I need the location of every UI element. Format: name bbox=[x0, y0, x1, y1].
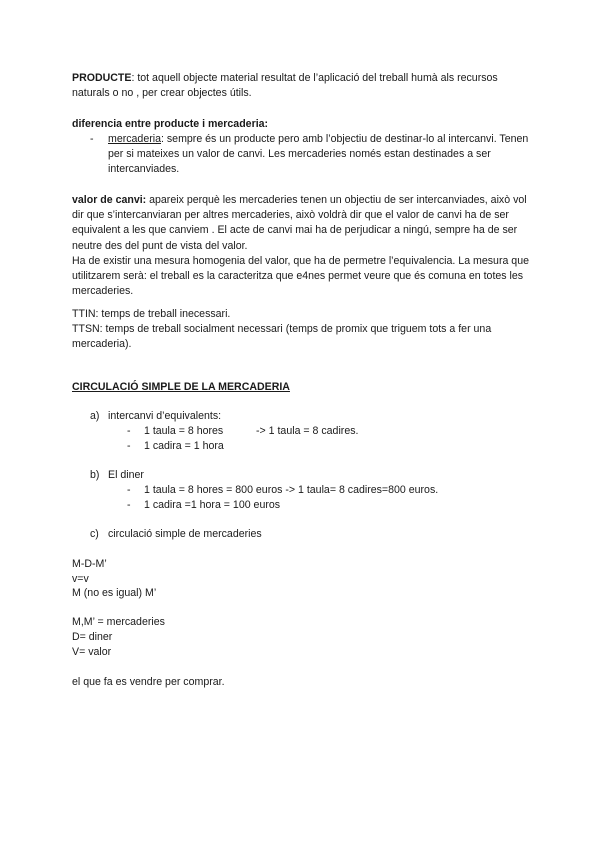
sub-dash: - bbox=[127, 484, 131, 496]
item-a-label: intercanvi d’equivalents: bbox=[108, 410, 222, 422]
item-c-marker: c) bbox=[90, 528, 99, 540]
formula-line: M-D-M’ bbox=[72, 558, 107, 570]
bullet-marker: - bbox=[90, 133, 94, 145]
closing-line: el que fa es vendre per comprar. bbox=[72, 676, 225, 688]
sub-line-extra: -> 1 taula = 8 cadires. bbox=[256, 425, 359, 437]
item-b-marker: b) bbox=[90, 469, 100, 481]
mercaderia-definition bbox=[108, 132, 532, 178]
sub-line-text: 1 cadira =1 hora = 100 euros bbox=[144, 499, 281, 511]
sub-dash: - bbox=[127, 499, 131, 511]
item-c-label: circulació simple de mercaderies bbox=[108, 528, 262, 540]
sub-line-text: 1 taula = 8 hores = 800 euros -> 1 taula= 8 cadires=800 euros. bbox=[144, 484, 439, 496]
producte-term: PRODUCTE bbox=[72, 72, 132, 84]
mercaderia-term: mercaderia bbox=[108, 133, 161, 145]
sub-dash: - bbox=[127, 425, 131, 437]
sub-line-text: 1 cadira = 1 hora bbox=[144, 440, 224, 452]
valor-de-canvi-term: valor de canvi: bbox=[72, 194, 147, 206]
valor-de-canvi-text: apareix perquè les mercaderies tenen un objectiu de ser intercanviades, això vol dir que s’intercanviaran per altres mercaderies, això voldrà dir que el valor de canvi ha de ser equivalent a les que canviem . El acte de canvi mai ha de perjudicar a ningú, sempre ha de ser neutre des del punt de vista del valor. bbox=[72, 194, 527, 252]
sub-dash: - bbox=[127, 440, 131, 452]
item-a-marker: a) bbox=[90, 410, 100, 422]
valor-mesura-paragraph: Ha de existir una mesura homogenia del valor, que ha de permetre l’equivalencia. La mesura que utilitzarem serà: el treball es la caracteritza que e4nes permet veure que és comuna en totes les mercaderies. bbox=[72, 255, 529, 298]
sub-line-text: 1 taula = 8 hores bbox=[144, 425, 224, 437]
legend-line: D= diner bbox=[72, 631, 113, 643]
diferencia-heading: diferencia entre producte i mercaderia: bbox=[72, 118, 269, 130]
mercaderia-text: : sempre és un producte pero amb l’objectiu de destinar-lo al intercanvi. Tenen per si mateixes un valor de canvi. Les mercaderies només estan destinades a ser intercanviades. bbox=[108, 133, 529, 176]
formula-line: M (no es igual) M’ bbox=[72, 587, 157, 599]
ttin-definition: TTIN: temps de treball inecessari. bbox=[72, 308, 231, 320]
producte-text: : tot aquell objecte material resultat de l’aplicació del treball humà als recursos naturals o no , per crear objectes útils. bbox=[72, 72, 498, 100]
circulacio-heading: CIRCULACIÓ SIMPLE DE LA MERCADERIA bbox=[72, 381, 290, 393]
item-b-label: El diner bbox=[108, 469, 144, 481]
formula-line: v=v bbox=[72, 573, 89, 585]
legend-line: M,M’ = mercaderies bbox=[72, 616, 165, 628]
valor-de-canvi-paragraph bbox=[72, 193, 532, 254]
legend-line: V= valor bbox=[72, 646, 112, 658]
ttsn-definition: TTSN: temps de treball socialment necessari (temps de promix que triguem tots a fer una mercaderia). bbox=[72, 323, 492, 351]
producte-definition bbox=[72, 71, 532, 101]
